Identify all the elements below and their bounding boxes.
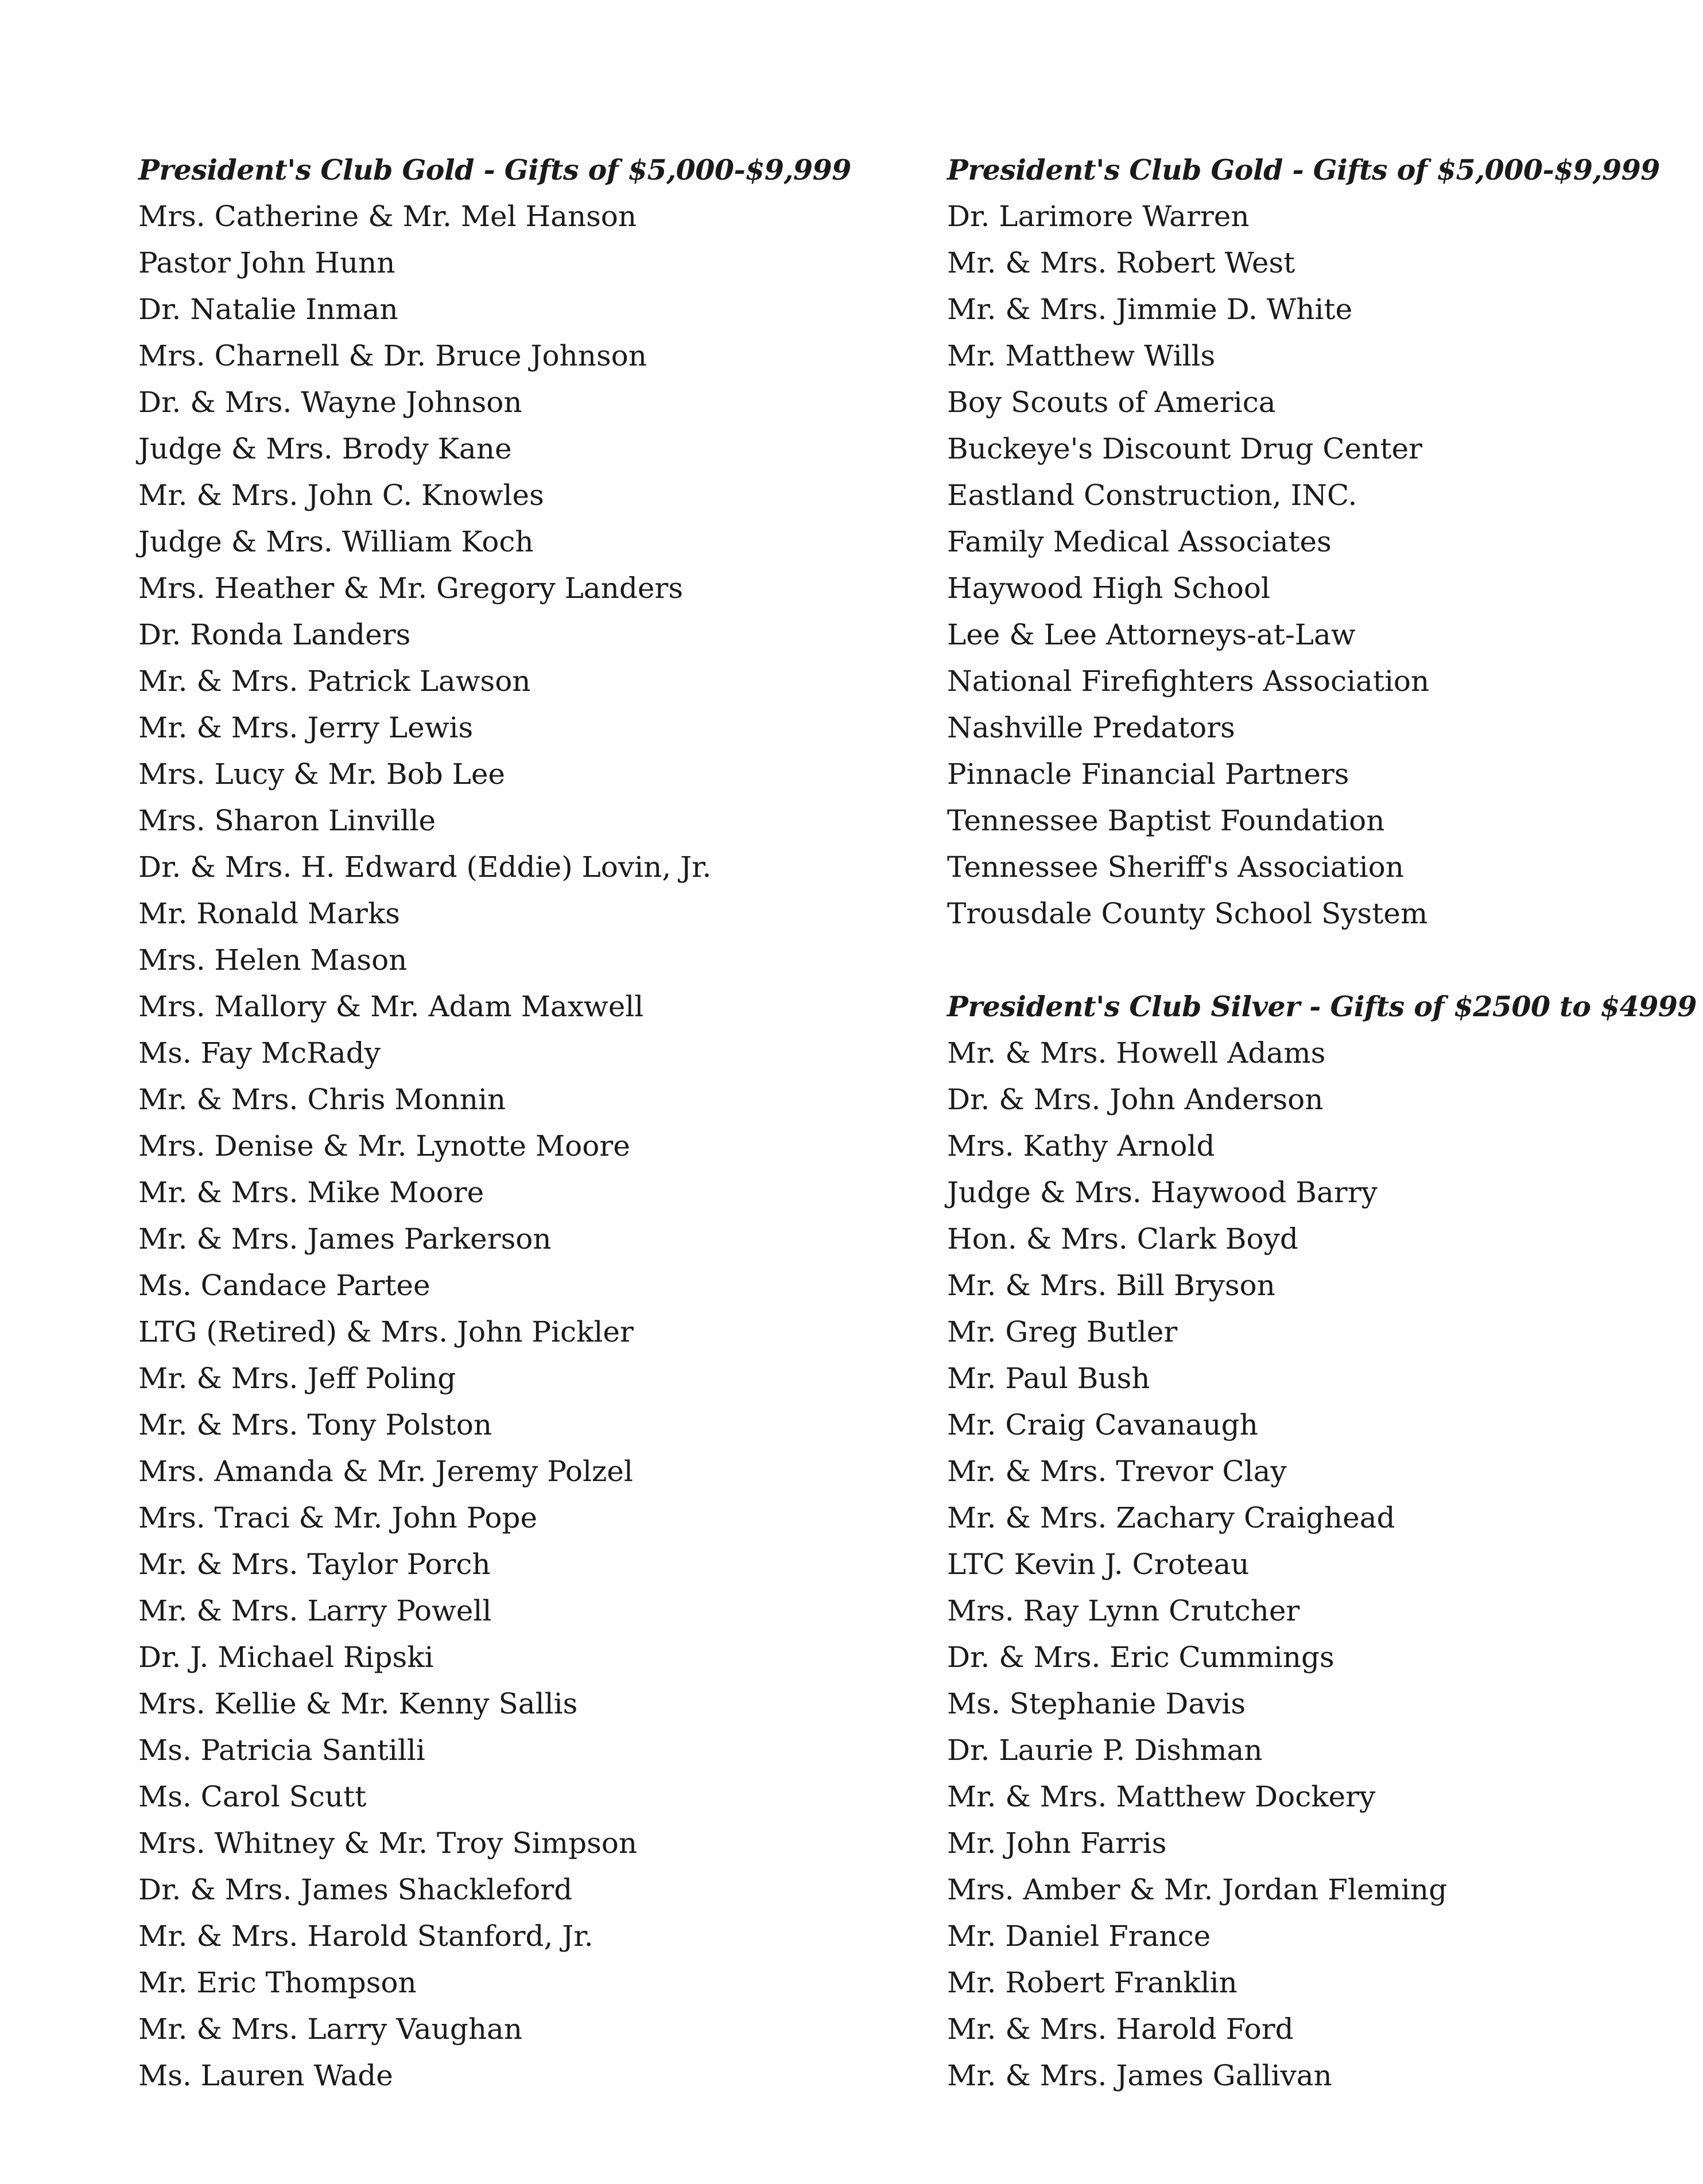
donor-name: Mr. & Mrs. Chris Monnin: [138, 1083, 506, 1116]
donor-name: LTG (Retired) & Mrs. John Pickler: [138, 1315, 634, 1349]
donor-list-gold-right: [947, 193, 1693, 937]
donor-name: Mr. & Mrs. Robert West: [947, 246, 1295, 279]
donor-name: Ms. Lauren Wade: [138, 2059, 393, 2092]
donor-name: Mr. & Mrs. James Parkerson: [138, 1222, 552, 1256]
donor-name: Mrs. Catherine & Mr. Mel Hanson: [138, 200, 637, 233]
donor-name: Ms. Carol Scutt: [138, 1780, 367, 1813]
donor-name: Nashville Predators: [947, 711, 1235, 744]
donor-name: Mr. & Mrs. James Gallivan: [947, 2059, 1332, 2092]
donor-name: Dr. J. Michael Ripski: [138, 1641, 434, 1674]
donor-name: Ms. Patricia Santilli: [138, 1734, 425, 1767]
donor-name: Tennessee Baptist Foundation: [947, 804, 1385, 837]
donor-name: National Firefighters Association: [947, 664, 1430, 698]
donor-name: Mr. & Mrs. Zachary Craighead: [947, 1501, 1395, 1534]
donor-name: Mr. & Mrs. Mike Moore: [138, 1176, 484, 1209]
donor-name: Mr. Matthew Wills: [947, 339, 1216, 372]
donor-name: Mrs. Mallory & Mr. Adam Maxwell: [138, 990, 644, 1023]
donor-name: Mrs. Charnell & Dr. Bruce Johnson: [138, 339, 647, 372]
donor-name: Mr. Paul Bush: [947, 1362, 1150, 1395]
donor-name: LTC Kevin J. Croteau: [947, 1548, 1250, 1581]
donor-name: Haywood High School: [947, 572, 1270, 605]
donor-list-gold-left: [138, 193, 930, 2099]
donor-name: Dr. & Mrs. Eric Cummings: [947, 1641, 1335, 1674]
donor-name: Dr. Ronda Landers: [138, 618, 411, 651]
donor-name: Mrs. Denise & Mr. Lynotte Moore: [138, 1129, 630, 1163]
donor-name: Mr. & Mrs. Taylor Porch: [138, 1548, 491, 1581]
donor-name: Mr. Craig Cavanaugh: [947, 1408, 1258, 1441]
donor-name: Lee & Lee Attorneys-at-Law: [947, 618, 1356, 651]
donor-name: Mrs. Sharon Linville: [138, 804, 436, 837]
donor-name: Mr. & Mrs. Howell Adams: [947, 1036, 1326, 1070]
donor-name: Mr. Daniel France: [947, 1919, 1211, 1953]
donor-name: Mrs. Amber & Mr. Jordan Fleming: [947, 1873, 1448, 1906]
donor-name: Boy Scouts of America: [947, 386, 1276, 419]
donor-name: Dr. Larimore Warren: [947, 200, 1250, 233]
section-heading-silver: President's Club Silver - Gifts of $2500 to $4999: [947, 990, 1697, 1023]
donor-name: Judge & Mrs. William Koch: [138, 525, 534, 558]
donor-name: Mr. & Mrs. Patrick Lawson: [138, 664, 531, 698]
donor-name: Dr. & Mrs. James Shackleford: [138, 1873, 573, 1906]
section-spacer: [947, 937, 1693, 984]
donor-name: Dr. & Mrs. John Anderson: [947, 1083, 1324, 1116]
left-column: [138, 147, 930, 2099]
donor-name: Mr. & Mrs. Larry Vaughan: [138, 2012, 523, 2046]
donor-name: Mr. & Mrs. Jeff Poling: [138, 1362, 456, 1395]
donor-name: Judge & Mrs. Brody Kane: [138, 432, 512, 465]
donor-name: Mrs. Whitney & Mr. Troy Simpson: [138, 1827, 638, 1860]
donor-list-silver: [947, 1030, 1693, 2099]
donor-name: Mrs. Traci & Mr. John Pope: [138, 1501, 538, 1534]
donor-name: Ms. Stephanie Davis: [947, 1687, 1246, 1720]
donor-name: Hon. & Mrs. Clark Boyd: [947, 1222, 1298, 1256]
donor-name: Mr. John Farris: [947, 1827, 1167, 1860]
donor-name: Mr. & Mrs. Larry Powell: [138, 1594, 492, 1627]
donor-name: Mr. Greg Butler: [947, 1315, 1178, 1349]
donor-name: Buckeye's Discount Drug Center: [947, 432, 1422, 465]
donor-name: Dr. Laurie P. Dishman: [947, 1734, 1263, 1767]
donor-name: Dr. & Mrs. H. Edward (Eddie) Lovin, Jr.: [138, 850, 712, 884]
donor-name: Mr. & Mrs. Harold Stanford, Jr.: [138, 1919, 593, 1953]
donor-name: Ms. Candace Partee: [138, 1269, 430, 1302]
donor-name: Family Medical Associates: [947, 525, 1332, 558]
section-heading-gold-continued: President's Club Gold - Gifts of $5,000-$9,999: [947, 153, 1660, 186]
section-heading-gold: President's Club Gold - Gifts of $5,000-$9,999: [138, 153, 851, 186]
donor-name: Mr. & Mrs. Tony Polston: [138, 1408, 492, 1441]
donor-name: Trousdale County School System: [947, 897, 1428, 930]
donor-name: Mr. & Mrs. Trevor Clay: [947, 1455, 1287, 1488]
donor-name: Mrs. Amanda & Mr. Jeremy Polzel: [138, 1455, 633, 1488]
donor-name: Mrs. Ray Lynn Crutcher: [947, 1594, 1300, 1627]
donor-name: Dr. Natalie Inman: [138, 293, 398, 326]
right-column: [947, 147, 1697, 2099]
donor-name: Ms. Fay McRady: [138, 1036, 381, 1070]
donor-name: Mr. Robert Franklin: [947, 1966, 1238, 1999]
donor-name: Judge & Mrs. Haywood Barry: [947, 1176, 1378, 1209]
donor-name: Mr. Eric Thompson: [138, 1966, 417, 1999]
donor-name: Mr. Ronald Marks: [138, 897, 400, 930]
donor-name: Mrs. Helen Mason: [138, 943, 408, 977]
donor-name: Mr. & Mrs. Bill Bryson: [947, 1269, 1275, 1302]
donor-name: Mr. & Mrs. Matthew Dockery: [947, 1780, 1376, 1813]
donor-name: Mr. & Mrs. Harold Ford: [947, 2012, 1294, 2046]
donor-name: Mr. & Mrs. Jimmie D. White: [947, 293, 1353, 326]
donor-name: Tennessee Sheriff's Association: [947, 850, 1404, 884]
donor-name: Mrs. Lucy & Mr. Bob Lee: [138, 757, 506, 791]
donor-name: Mrs. Kellie & Mr. Kenny Sallis: [138, 1687, 578, 1720]
donor-name: Pastor John Hunn: [138, 246, 395, 279]
donor-name: Mr. & Mrs. Jerry Lewis: [138, 711, 474, 744]
donor-name: Mrs. Kathy Arnold: [947, 1129, 1215, 1163]
donor-name: Mrs. Heather & Mr. Gregory Landers: [138, 572, 683, 605]
donor-name: Dr. & Mrs. Wayne Johnson: [138, 386, 522, 419]
donor-name: Mr. & Mrs. John C. Knowles: [138, 479, 544, 512]
donor-name: Eastland Construction, INC.: [947, 479, 1357, 512]
donor-name: Pinnacle Financial Partners: [947, 757, 1349, 791]
